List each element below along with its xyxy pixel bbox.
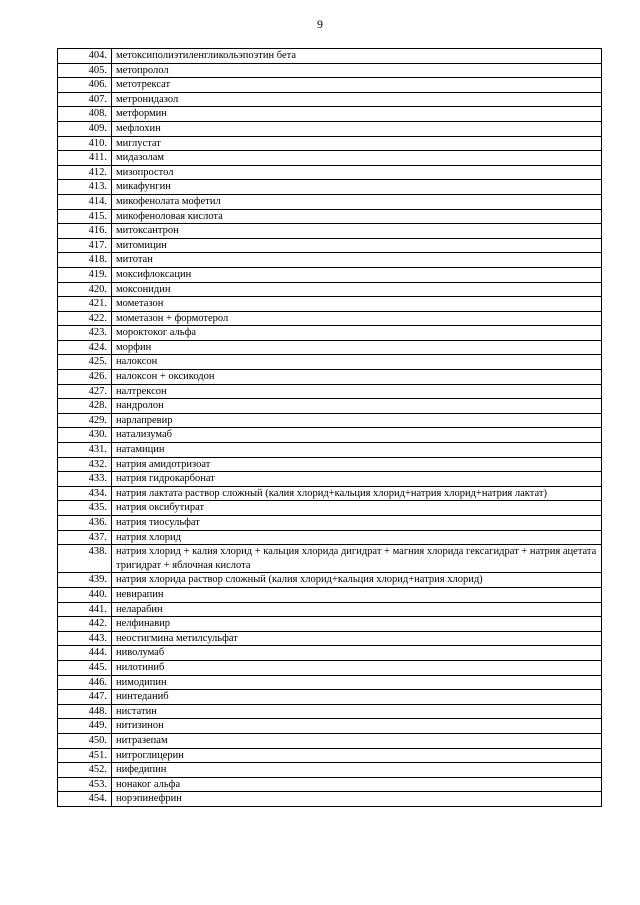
table-row bbox=[58, 792, 602, 807]
row-number: 413. bbox=[58, 180, 112, 195]
row-number: 420. bbox=[58, 282, 112, 297]
row-number: 410. bbox=[58, 136, 112, 151]
drug-name: неостигмина метилсульфат bbox=[112, 631, 602, 646]
drug-name: натрия хлорид bbox=[112, 530, 602, 545]
table-row bbox=[58, 209, 602, 224]
row-number: 409. bbox=[58, 121, 112, 136]
table-row bbox=[58, 370, 602, 385]
drug-name: нинтеданиб bbox=[112, 690, 602, 705]
table-row bbox=[58, 384, 602, 399]
row-number: 411. bbox=[58, 151, 112, 166]
table-row bbox=[58, 516, 602, 531]
table-row bbox=[58, 238, 602, 253]
drug-name: микофеноловая кислота bbox=[112, 209, 602, 224]
row-number: 414. bbox=[58, 194, 112, 209]
table-row bbox=[58, 602, 602, 617]
drug-name: митоксантрон bbox=[112, 224, 602, 239]
drug-name: натрия тиосульфат bbox=[112, 516, 602, 531]
table-row bbox=[58, 326, 602, 341]
drug-name: митомицин bbox=[112, 238, 602, 253]
drug-name: натрия гидрокарбонат bbox=[112, 472, 602, 487]
table-row bbox=[58, 63, 602, 78]
row-number: 446. bbox=[58, 675, 112, 690]
drug-name: натамицин bbox=[112, 443, 602, 458]
row-number: 405. bbox=[58, 63, 112, 78]
table-row bbox=[58, 121, 602, 136]
row-number: 419. bbox=[58, 267, 112, 282]
drug-name: ниволумаб bbox=[112, 646, 602, 661]
drug-name: натализумаб bbox=[112, 428, 602, 443]
drug-name: морфин bbox=[112, 340, 602, 355]
drug-name: микофенолата мофетил bbox=[112, 194, 602, 209]
table-row bbox=[58, 573, 602, 588]
table-row bbox=[58, 180, 602, 195]
drug-name: мефлохин bbox=[112, 121, 602, 136]
row-number: 433. bbox=[58, 472, 112, 487]
drug-name: моксонидин bbox=[112, 282, 602, 297]
drug-name: нилотиниб bbox=[112, 660, 602, 675]
drug-name: метоксиполиэтиленгликольэпоэтин бета bbox=[112, 49, 602, 64]
row-number: 422. bbox=[58, 311, 112, 326]
drug-name: нелфинавир bbox=[112, 617, 602, 632]
drug-name: натрия оксибутират bbox=[112, 501, 602, 516]
table-row bbox=[58, 311, 602, 326]
table-row bbox=[58, 49, 602, 64]
row-number: 450. bbox=[58, 733, 112, 748]
table-row bbox=[58, 545, 602, 573]
row-number: 452. bbox=[58, 763, 112, 778]
drug-name: миглустат bbox=[112, 136, 602, 151]
row-number: 417. bbox=[58, 238, 112, 253]
row-number: 415. bbox=[58, 209, 112, 224]
table-row bbox=[58, 165, 602, 180]
drug-list-table bbox=[57, 48, 602, 807]
row-number: 440. bbox=[58, 587, 112, 602]
row-number: 424. bbox=[58, 340, 112, 355]
table-row bbox=[58, 107, 602, 122]
drug-name: натрия амидотризоат bbox=[112, 457, 602, 472]
drug-name: метотрексат bbox=[112, 78, 602, 93]
row-number: 436. bbox=[58, 516, 112, 531]
table-row bbox=[58, 267, 602, 282]
row-number: 441. bbox=[58, 602, 112, 617]
drug-name: нонаког альфа bbox=[112, 777, 602, 792]
table-row bbox=[58, 457, 602, 472]
drug-name: метронидазол bbox=[112, 92, 602, 107]
table-row bbox=[58, 777, 602, 792]
drug-name: налтрексон bbox=[112, 384, 602, 399]
table-row bbox=[58, 733, 602, 748]
row-number: 435. bbox=[58, 501, 112, 516]
drug-name: невирапин bbox=[112, 587, 602, 602]
row-number: 404. bbox=[58, 49, 112, 64]
table-row bbox=[58, 428, 602, 443]
table-row bbox=[58, 136, 602, 151]
row-number: 454. bbox=[58, 792, 112, 807]
drug-list-body bbox=[58, 49, 602, 807]
row-number: 428. bbox=[58, 399, 112, 414]
row-number: 406. bbox=[58, 78, 112, 93]
row-number: 442. bbox=[58, 617, 112, 632]
table-row bbox=[58, 399, 602, 414]
drug-name: натрия лактата раствор сложный (калия хлорид+кальция хлорид+натрия хлорид+натрия лактат) bbox=[112, 486, 602, 501]
row-number: 448. bbox=[58, 704, 112, 719]
drug-name: мидазолам bbox=[112, 151, 602, 166]
drug-name: метопролол bbox=[112, 63, 602, 78]
row-number: 426. bbox=[58, 370, 112, 385]
row-number: 445. bbox=[58, 660, 112, 675]
table-row bbox=[58, 151, 602, 166]
table-row bbox=[58, 748, 602, 763]
drug-name: норэпинефрин bbox=[112, 792, 602, 807]
table-row bbox=[58, 297, 602, 312]
row-number: 412. bbox=[58, 165, 112, 180]
table-row bbox=[58, 719, 602, 734]
table-row bbox=[58, 631, 602, 646]
table-row bbox=[58, 194, 602, 209]
table-row bbox=[58, 501, 602, 516]
row-number: 444. bbox=[58, 646, 112, 661]
table-row bbox=[58, 617, 602, 632]
row-number: 430. bbox=[58, 428, 112, 443]
drug-name: нифедипин bbox=[112, 763, 602, 778]
row-number: 438. bbox=[58, 545, 112, 573]
table-row bbox=[58, 443, 602, 458]
row-number: 443. bbox=[58, 631, 112, 646]
row-number: 408. bbox=[58, 107, 112, 122]
row-number: 451. bbox=[58, 748, 112, 763]
drug-name: метформин bbox=[112, 107, 602, 122]
drug-name: митотан bbox=[112, 253, 602, 268]
drug-name: нитроглицерин bbox=[112, 748, 602, 763]
drug-name: нарлапревир bbox=[112, 413, 602, 428]
drug-name: неларабин bbox=[112, 602, 602, 617]
row-number: 429. bbox=[58, 413, 112, 428]
table-row bbox=[58, 587, 602, 602]
table-row bbox=[58, 486, 602, 501]
table-row bbox=[58, 690, 602, 705]
table-row bbox=[58, 282, 602, 297]
drug-name: натрия хлорида раствор сложный (калия хлорид+кальция хлорид+натрия хлорид) bbox=[112, 573, 602, 588]
table-row bbox=[58, 646, 602, 661]
drug-name: налоксон bbox=[112, 355, 602, 370]
row-number: 449. bbox=[58, 719, 112, 734]
table-row bbox=[58, 340, 602, 355]
drug-name: нитизинон bbox=[112, 719, 602, 734]
table-row bbox=[58, 224, 602, 239]
drug-name: микафунгин bbox=[112, 180, 602, 195]
drug-name: натрия хлорид + калия хлорид + кальция хлорида дигидрат + магния хлорида гексагидрат + натрия ацетата тригидрат + яблочная кислота bbox=[112, 545, 602, 573]
table-row bbox=[58, 92, 602, 107]
table-row bbox=[58, 472, 602, 487]
table-row bbox=[58, 78, 602, 93]
table-row bbox=[58, 704, 602, 719]
table-row bbox=[58, 355, 602, 370]
row-number: 416. bbox=[58, 224, 112, 239]
table-row bbox=[58, 660, 602, 675]
row-number: 425. bbox=[58, 355, 112, 370]
row-number: 431. bbox=[58, 443, 112, 458]
drug-name: нандролон bbox=[112, 399, 602, 414]
row-number: 434. bbox=[58, 486, 112, 501]
table-row bbox=[58, 675, 602, 690]
drug-name: мометазон bbox=[112, 297, 602, 312]
row-number: 439. bbox=[58, 573, 112, 588]
drug-name: мизопростол bbox=[112, 165, 602, 180]
row-number: 418. bbox=[58, 253, 112, 268]
drug-name: моксифлоксацин bbox=[112, 267, 602, 282]
row-number: 453. bbox=[58, 777, 112, 792]
drug-name: нимодипин bbox=[112, 675, 602, 690]
row-number: 423. bbox=[58, 326, 112, 341]
table-row bbox=[58, 763, 602, 778]
row-number: 407. bbox=[58, 92, 112, 107]
row-number: 447. bbox=[58, 690, 112, 705]
table-row bbox=[58, 530, 602, 545]
row-number: 421. bbox=[58, 297, 112, 312]
table-row bbox=[58, 253, 602, 268]
row-number: 437. bbox=[58, 530, 112, 545]
drug-name: нитразепам bbox=[112, 733, 602, 748]
drug-name: мометазон + формотерол bbox=[112, 311, 602, 326]
drug-name: мороктоког альфа bbox=[112, 326, 602, 341]
table-row bbox=[58, 413, 602, 428]
row-number: 427. bbox=[58, 384, 112, 399]
drug-name: нистатин bbox=[112, 704, 602, 719]
drug-name: налоксон + оксикодон bbox=[112, 370, 602, 385]
page-number: 9 bbox=[317, 17, 323, 31]
row-number: 432. bbox=[58, 457, 112, 472]
